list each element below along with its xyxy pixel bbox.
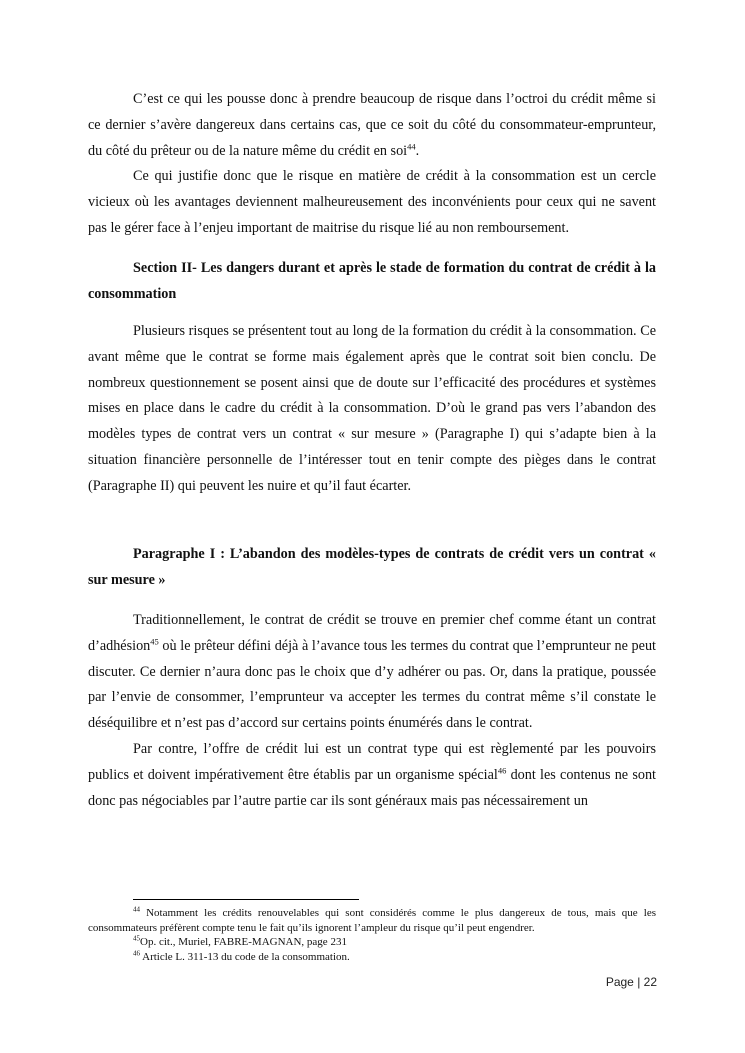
paragraph-1: C’est ce qui les pousse donc à prendre beaucoup de risque dans l’octroi du crédit même si ce dernier s’avère dangereux dans certains cas, que ce soit du côté du consommateur-emprunteur, du côté du prêteur ou de la nature même du crédit en soi$^{44}$.	[88, 91, 656, 159]
paragraph-5: Par contre, l’offre de crédit lui est un contrat type qui est règlementé par les pouvoirs publics et doivent impérativement être établis par un organisme spécial$^{46}$ dont les contenus ne sont donc pas négociables par l’autre partie car ils sont généraux mais pas nécessairement un	[88, 740, 656, 809]
section-heading: Section II- Les dangers durant et après le stade de formation du contrat de crédit à la consommation	[88, 260, 656, 302]
footnote-ref-45: 45	[150, 636, 159, 647]
page-number: Page | 22	[605, 975, 657, 989]
paragraph-4: Traditionnellement, le contrat de crédit se trouve en premier chef comme étant un contrat d’adhésion$^{45}$ où le prêteur défini déjà à l’avance tous les termes du contrat que l’emprunteur ne peut discuter. Ce dernier n’aura donc pas le choix que d’y adhérer ou pas. Or, dans la pratique, poussée par l’envie de consommer, l’emprunteur va accepter les termes du contrat même s’il constate le déséquilibre et n’est pas d’accord sur certains points énumérés dans le contrat.	[88, 612, 656, 732]
paragraph-3: Plusieurs risques se présentent tout au long de la formation du crédit à la consommation. Ce avant même que le contrat se forme mais également après que le contrat soit bien conclu. De nombreux questionnement se posent ainsi que de doute sur l’efficacité des procédures et systèmes mises en place dans le cadre du crédit à la consommation. D’où le grand pas vers l’abandon des modèles types de contrat vers un contrat « sur mesure » (Paragraphe I) qui s’adapte bien à la situation financière personnelle de l’intéresser tout en tenir compte des pièges dans le contrat (Paragraphe II) qui peuvent les nuire et qu’il faut écarter.	[88, 323, 656, 494]
paragraph-heading: Paragraphe I : L’abandon des modèles-types de contrats de crédit vers un contrat « sur mesure »	[88, 546, 656, 588]
footnote-45: $^{45}$Op. cit., Muriel, FABRE-MAGNAN, page 231	[133, 934, 347, 949]
footnote-ref-44: 44	[407, 140, 416, 151]
footnotes	[88, 906, 656, 964]
section-heading-block	[88, 256, 656, 308]
footnote-ref-46: 46	[497, 765, 507, 776]
paragraph-2: Ce qui justifie donc que le risque en matière de crédit à la consommation est un cercle vicieux où les avantages deviennent malheureusement des inconvénients pour ceux qui ne savent pas le gérer face à l’enjeu important de maitrise du risque lié au non remboursement.	[88, 168, 656, 236]
body-block-1	[88, 87, 656, 242]
footnote-separator	[133, 899, 359, 900]
footnote-44: $^{44}$ Notamment les crédits renouvelables qui sont considérés comme le plus dangereux de tous, mais que les consommateurs préfèrent compte tenu le fait qu’ils ignorent l’ampleur du risque qu’il peut engendrer.	[88, 905, 656, 934]
body-block-2	[88, 319, 656, 500]
footnote-46: $^{46}$ Article L. 311-13 du code de la consommation.	[133, 949, 350, 963]
body-block-3	[88, 608, 656, 814]
paragraph-heading-block	[88, 542, 656, 594]
